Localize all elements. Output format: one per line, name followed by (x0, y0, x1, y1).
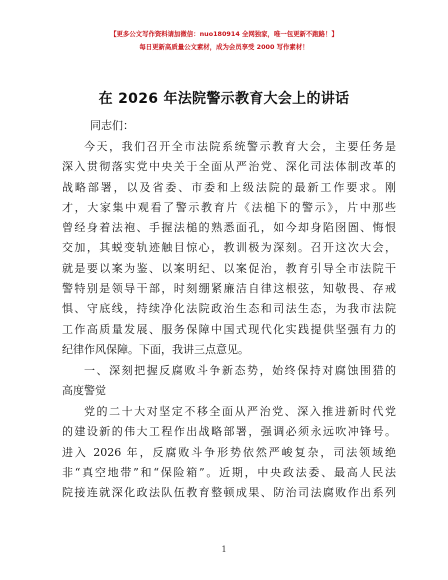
text-line: 非“真空地带”和“保险箱”。近期，中央政法委、最高人民法 (62, 465, 396, 479)
text-line: 今天，我们召开全市法院系统警示教育大会，主要任务是 (84, 140, 396, 153)
text-line: 深入贯彻落实党中央关于全面从严治党、深化司法体制改革的 (62, 160, 396, 174)
promo-banner-line-2: 每日更新高质量公文素材，成为会员享受 2000 写作素材！ (139, 43, 309, 51)
text-line: 工作高质量发展、服务保障中国式现代化实践提供坚强有力的 (62, 322, 396, 336)
text-line: 的建设新的伟大工程作出战略部署，强调必须永远吹冲锋号。 (62, 425, 396, 439)
text-line: 纪律作风保障。下面，我讲三点意见。 (62, 342, 249, 356)
text-line: 曾经身着法袍、手握法槌的熟悉面孔，如今却身陷囹圄、悔恨 (62, 221, 396, 235)
document-title: 在 2026 年法院警示教育大会上的讲话 (98, 91, 350, 107)
text-line: 党的二十大对坚定不移全面从严治党、深入推进新时代党 (84, 405, 396, 418)
paragraph-opening (62, 137, 396, 360)
page-number: 1 (221, 545, 227, 554)
text-line: 进入 2026 年，反腐败斗争形势依然严峻复杂，司法领域绝 (62, 445, 396, 459)
text-line: 战略部署，以及省委、市委和上级法院的最新工作要求。刚 (62, 180, 396, 194)
salutation: 同志们： (90, 119, 134, 132)
section-heading-1 (62, 361, 396, 402)
text-line: 惧、守底线，持续净化法院政治生态和司法生态，为我市法院 (62, 302, 396, 316)
text-line: 交加，其蜕变轨迹触目惊心，教训极为深刻。召开这次大会， (62, 241, 396, 255)
text-line: 才，大家集中观看了警示教育片《法槌下的警示》，片中那些 (62, 200, 396, 214)
heading-line: 高度警觉 (62, 384, 106, 398)
heading-line: 一、深刻把握反腐败斗争新态势，始终保持对腐蚀围猎的 (84, 364, 396, 377)
promo-banner-line-1: 【更多公文写作资料请加微信：nuo180914 全网独家，唯一包更新不跑路！】 (110, 30, 338, 38)
text-line: 警特别是领导干部，时刻绷紧廉洁自律这根弦，知敬畏、存戒 (62, 282, 396, 296)
text-line: 就是要以案为鉴、以案明纪、以案促治，教育引导全市法院干 (62, 261, 396, 275)
text-line: 院接连就深化政法队伍教育整顿成果、防治司法腐败作出系列 (62, 486, 396, 500)
paragraph-situation (62, 402, 396, 503)
